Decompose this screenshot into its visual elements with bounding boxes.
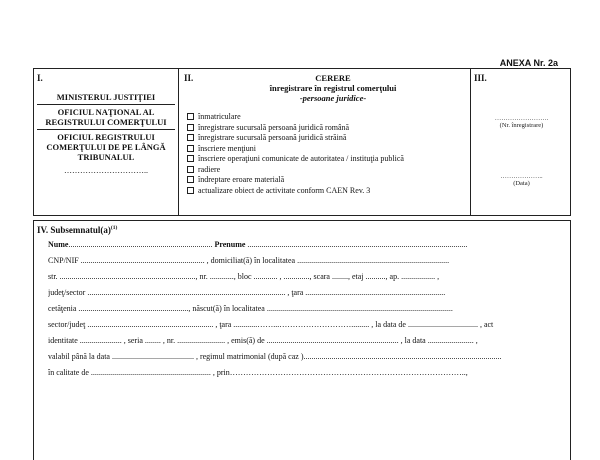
section-iv-title: IV. $Subsemnatul(a)^{(1)}$ xyxy=(37,225,118,235)
capacity-row[interactable]: în calitate de ............................................................ , prin…………………………………………………………………………….., xyxy=(48,368,468,377)
option-registration[interactable]: înmatriculare xyxy=(187,112,482,123)
identity-row[interactable]: identitate ..................... , seria ........ , nr. ........................ , emis(ă) de .................................................................. , la data ....................... , xyxy=(48,336,478,345)
section-ii xyxy=(184,73,482,196)
checkbox[interactable] xyxy=(187,187,194,194)
tribunal-field[interactable]: ………………………….. xyxy=(64,166,148,175)
request-type: -persoane juridice- xyxy=(299,93,367,103)
annex-number: ANEXA Nr. 2a xyxy=(499,58,558,68)
cnp-row[interactable]: CNP/NIF .............................................................. , domiciliat(ă) în localitatea ............................................................................ xyxy=(48,256,450,265)
registration-number-label: (Nr. înregistrare) xyxy=(499,122,544,129)
option-deregistration[interactable]: radiere xyxy=(187,165,482,176)
section-iii-number: III. xyxy=(474,73,487,83)
section-iii xyxy=(474,73,569,187)
validity-row[interactable]: valabil până la data ......................................... , regimul matrimonial (după caz )................................................................................................... xyxy=(48,352,502,361)
header-table xyxy=(33,68,571,216)
request-subtitle: înregistrare în registrul comerţului xyxy=(269,83,397,93)
section-ii-number: II. xyxy=(184,73,194,83)
name-field[interactable]: ........................................................................ xyxy=(68,240,213,249)
section-i xyxy=(37,73,175,175)
divider xyxy=(37,104,175,105)
column-divider-1 xyxy=(178,69,179,215)
option-error-correction[interactable]: îndreptare eroare materială xyxy=(187,175,482,186)
name-label: Nume xyxy=(48,240,69,249)
request-options xyxy=(184,112,482,196)
checkbox[interactable] xyxy=(187,113,194,120)
date-label: (Data) xyxy=(513,180,530,187)
divider xyxy=(37,129,175,130)
option-authority-operations[interactable]: înscriere operaţiuni comunicate de autoritatea / instituţia publică xyxy=(187,154,482,165)
option-caen-update[interactable]: actualizare obiect de activitate conform CAEN Rev. 3 xyxy=(187,186,482,197)
registration-number-field[interactable]: ……………………. xyxy=(494,115,549,122)
first-name-label: Prenume xyxy=(214,240,246,249)
date-field[interactable]: ……………….. xyxy=(500,173,543,180)
section-i-number: I. xyxy=(37,73,43,83)
checkbox[interactable] xyxy=(187,155,194,162)
checkbox[interactable] xyxy=(187,134,194,141)
applicant-section xyxy=(33,220,571,460)
request-title: CERERE xyxy=(315,73,351,83)
street-row[interactable]: str. ...................................................................., nr. ............, bloc ............ , ............., scara ........, etaj .........., ap. ................. , xyxy=(48,272,440,281)
national-office-name: OFICIUL NAŢIONAL AL REGISTRULUI COMERŢULUI xyxy=(45,107,167,127)
first-name-field[interactable]: .............................................................................................................. xyxy=(245,240,468,249)
checkbox[interactable] xyxy=(187,124,194,131)
citizenship-row[interactable]: cetăţenia ......................................................., născut(ă) în localitatea ............................................................................................. xyxy=(48,304,453,313)
option-mentions[interactable]: înscriere menţiuni xyxy=(187,144,482,155)
local-office-name: OFICIUL REGISTRULUI COMERŢULUI DE PE LÂNGĂ TRIBUNALUL xyxy=(46,132,166,162)
option-foreign-branch[interactable]: înregistrare sucursală persoană juridică străină xyxy=(187,133,482,144)
ministry-name: MINISTERUL JUSTIŢIEI xyxy=(56,92,156,102)
footnote-marker: (1) xyxy=(110,225,118,231)
name-row[interactable] xyxy=(48,240,568,249)
birth-row[interactable]: sector/judeţ ............................................................... , ţara ............……...………………………......... , la data de ................................... , act xyxy=(48,320,494,329)
checkbox[interactable] xyxy=(187,166,194,173)
option-romanian-branch[interactable]: înregistrare sucursală persoană juridică română xyxy=(187,123,482,134)
checkbox[interactable] xyxy=(187,176,194,183)
checkbox[interactable] xyxy=(187,145,194,152)
county-row[interactable]: judeţ/sector ................................................................................................... , ţara ...................................................................... xyxy=(48,288,446,297)
